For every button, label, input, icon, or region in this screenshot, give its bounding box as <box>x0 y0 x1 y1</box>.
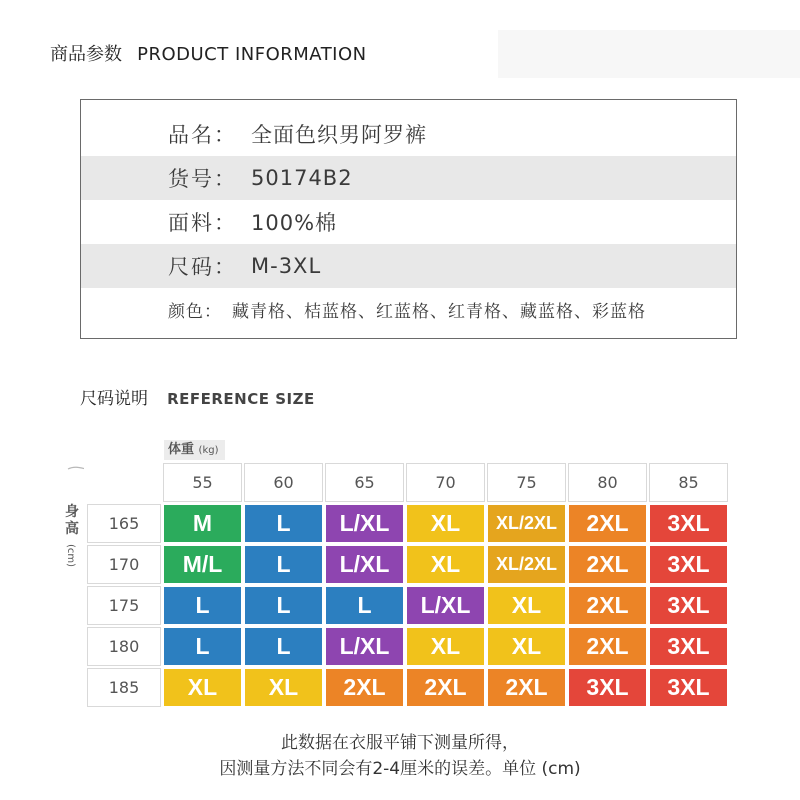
size-row <box>88 505 727 542</box>
color-label: 颜色： <box>168 301 222 322</box>
height-header-cell: 185 <box>88 669 160 706</box>
size-cell: M <box>164 505 241 542</box>
sku-label: 货号： <box>168 167 237 191</box>
footnote-line-1: 此数据在衣服平铺下测量所得， <box>281 733 519 753</box>
size-cell: 2XL <box>569 505 646 542</box>
size-cell: L/XL <box>326 628 403 665</box>
weight-header-cell: 55 <box>164 464 241 501</box>
size-row <box>88 546 727 583</box>
size-cell: L <box>245 587 322 624</box>
info-row-name <box>81 112 736 156</box>
size-cell: XL <box>488 587 565 624</box>
size-cell: XL <box>488 628 565 665</box>
size-cell: L <box>245 628 322 665</box>
weight-unit: (kg) <box>198 445 219 456</box>
height-header-cell: 165 <box>88 505 160 542</box>
product-info-box <box>80 99 737 339</box>
weight-header-row <box>88 464 727 501</box>
reference-size-title-en: REFERENCE SIZE <box>167 390 315 408</box>
size-cell: L <box>245 505 322 542</box>
product-info-title <box>50 40 367 66</box>
corner-cell <box>88 464 160 501</box>
size-row <box>88 669 727 706</box>
size-cell: XL <box>164 669 241 706</box>
weight-axis-label <box>164 440 225 461</box>
height-unit: (cm) <box>65 544 76 568</box>
sku-value: 50174B2 <box>251 166 353 190</box>
info-row-fabric <box>81 200 736 244</box>
weight-header-cell: 65 <box>326 464 403 501</box>
fabric-value: 100%棉 <box>251 211 338 235</box>
size-cell: M/L <box>164 546 241 583</box>
height-header-cell: 175 <box>88 587 160 624</box>
size-chart-table <box>84 460 731 710</box>
info-row-color <box>81 281 736 337</box>
size-cell: 3XL <box>650 505 727 542</box>
size-cell: L <box>164 587 241 624</box>
size-cell: 2XL <box>569 546 646 583</box>
size-cell: 3XL <box>650 587 727 624</box>
size-cell: 3XL <box>650 669 727 706</box>
size-cell: 3XL <box>650 628 727 665</box>
size-cell: XL <box>407 505 484 542</box>
fabric-label: 面料： <box>168 211 237 235</box>
name-value: 全面色织男阿罗裤 <box>251 123 427 147</box>
weight-header-cell: 70 <box>407 464 484 501</box>
reference-size-title <box>80 384 315 409</box>
name-label: 品名： <box>168 123 237 147</box>
size-cell: XL <box>245 669 322 706</box>
size-cell: 3XL <box>569 669 646 706</box>
height-label-2: 高 <box>65 521 79 537</box>
size-cell: L <box>245 546 322 583</box>
height-axis-label <box>62 504 82 567</box>
size-cell: XL/2XL <box>488 505 565 542</box>
info-row-sku <box>81 156 736 200</box>
size-cell: L <box>326 587 403 624</box>
size-cell: XL <box>407 546 484 583</box>
weight-header-cell: 60 <box>245 464 322 501</box>
size-row <box>88 628 727 665</box>
weight-header-cell: 80 <box>569 464 646 501</box>
height-label-1: 身 <box>65 504 79 520</box>
size-cell: 3XL <box>650 546 727 583</box>
weight-header-cell: 75 <box>488 464 565 501</box>
size-cell: 2XL <box>569 628 646 665</box>
size-cell: 2XL <box>569 587 646 624</box>
size-cell: L/XL <box>326 546 403 583</box>
header-decoration <box>498 30 800 78</box>
height-header-cell: 170 <box>88 546 160 583</box>
size-value: M-3XL <box>251 254 322 278</box>
size-cell: 2XL <box>407 669 484 706</box>
size-cell: L/XL <box>407 587 484 624</box>
size-cell: L/XL <box>326 505 403 542</box>
footnote-line-2: 因测量方法不同会有2-4厘米的误差。单位 (cm) <box>219 759 581 779</box>
product-info-title-en: PRODUCT INFORMATION <box>137 44 367 65</box>
size-cell: L <box>164 628 241 665</box>
size-cell: XL/2XL <box>488 546 565 583</box>
color-value: 藏青格、桔蓝格、红蓝格、红青格、藏蓝格、彩蓝格 <box>232 301 646 322</box>
reference-size-title-cn: 尺码说明 <box>80 389 148 409</box>
product-info-title-cn: 商品参数 <box>50 44 122 65</box>
size-label: 尺码： <box>168 255 237 279</box>
size-row <box>88 587 727 624</box>
height-header-cell: 180 <box>88 628 160 665</box>
weight-header-cell: 85 <box>650 464 727 501</box>
size-cell: 2XL <box>326 669 403 706</box>
size-cell: 2XL <box>488 669 565 706</box>
weight-label: 体重 <box>168 442 195 457</box>
size-cell: XL <box>407 628 484 665</box>
